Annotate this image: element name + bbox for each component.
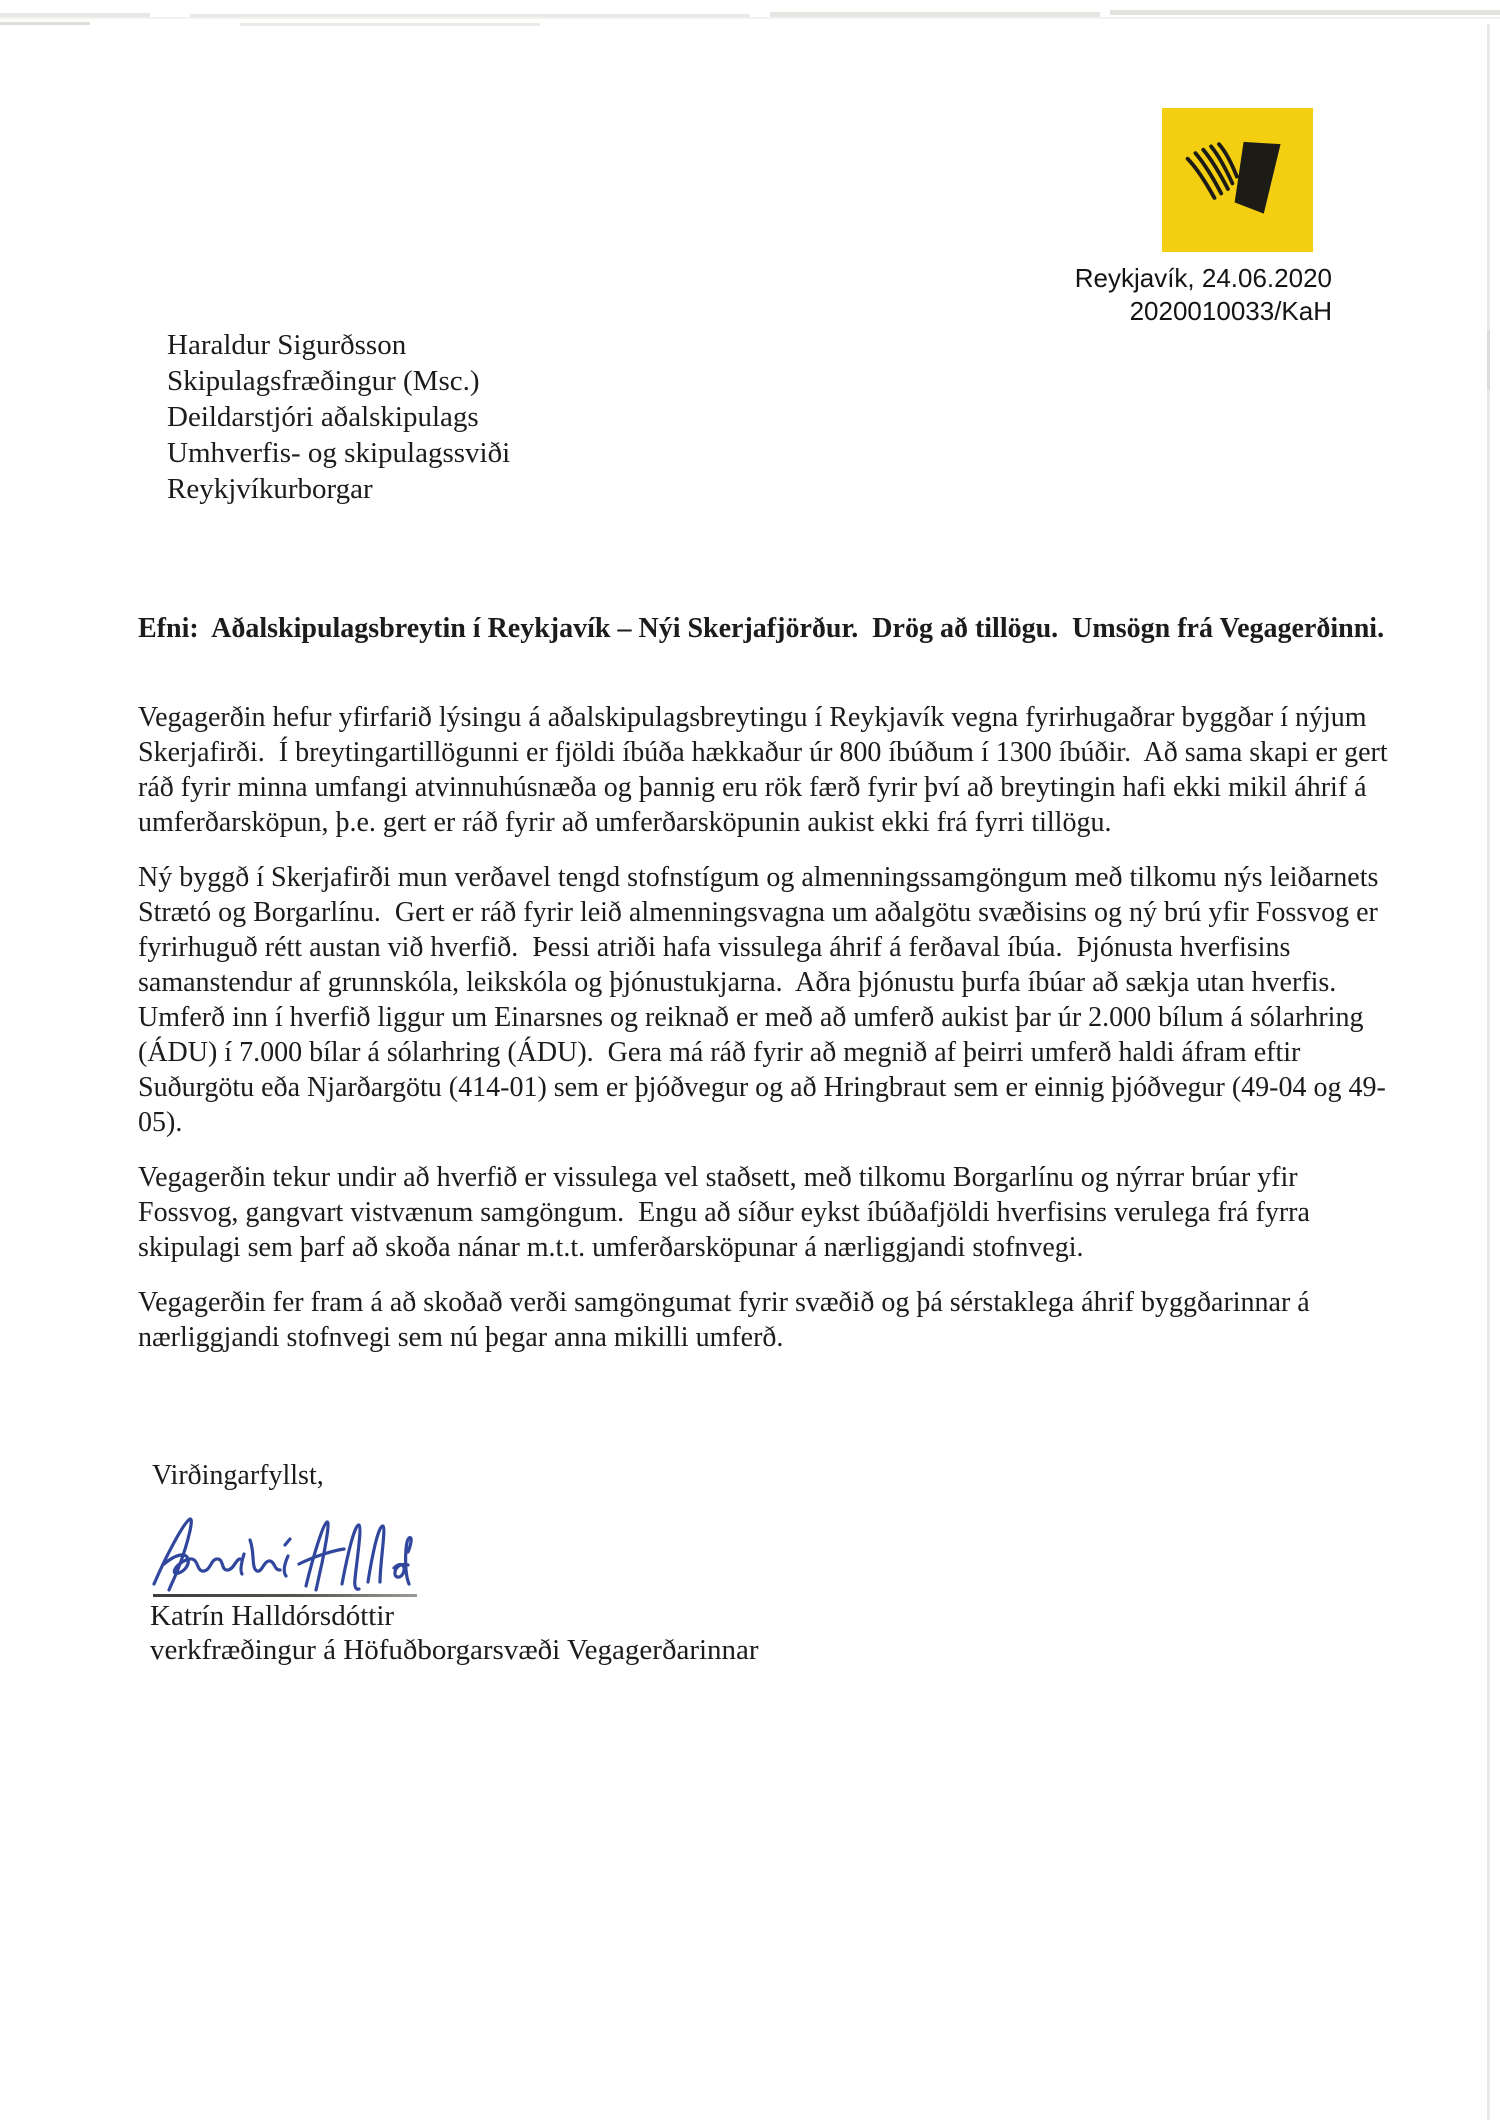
recipient-name: Haraldur Sigurðsson bbox=[167, 329, 407, 361]
recipient-role-line: Skipulagsfræðingur (Msc.) bbox=[167, 365, 480, 397]
body-paragraph: Vegagerðin tekur undir að hverfið er vissulega vel staðsett, með tilkomu Borgarlínu og nýrrar brúar yfir Fossvog, gangvart vistvænum samgöngum. Engu að síður eykst íbúðafjöldi hverfisins verulega frá fyrra skipulagi sem þarf að skoða nánar m.t.t. umferðarsköpunar á nærliggjandi stofnvegi. bbox=[138, 1162, 1317, 1263]
reference-number: 2020010033/KaH bbox=[1129, 296, 1332, 326]
signer-block bbox=[150, 1599, 759, 1667]
signer-name: Katrín Halldórsdóttir bbox=[150, 1600, 395, 1632]
scan-artifact-smear bbox=[0, 17, 1500, 19]
recipient-department: Umhverfis- og skipulagssviði bbox=[167, 437, 511, 469]
handwritten-signature bbox=[146, 1512, 420, 1600]
vegagerdin-logo bbox=[1162, 108, 1313, 252]
body-paragraph: Vegagerðin hefur yfirfarið lýsingu á aðalskipulagsbreytingu í Reykjavík vegna fyrirhugaðrar byggðar í nýjum Skerjafirði. Í breytingartillögunni er fjöldi íbúða hækkaður úr 800 íbúðum í 1300 íbúðir. Að sama skapi er gert ráð fyrir minna umfangi atvinnuhúsnæða og þannig eru rök færð fyrir því að breytingin hafi ekki mikil áhrif á umferðarsköpun, þ.e. gert er ráð fyrir að umferðarsköpunin aukist ekki frá fyrri tillögu. bbox=[138, 702, 1395, 838]
signer-title: verkfræðingur á Höfuðborgarsvæði Vegagerðarinnar bbox=[150, 1634, 759, 1666]
date-line: Reykjavík, 24.06.2020 bbox=[1074, 263, 1332, 293]
signature-underline bbox=[153, 1594, 417, 1597]
scan-artifact-right-edge bbox=[1487, 330, 1490, 390]
scan-artifact-line bbox=[1110, 10, 1500, 15]
scan-artifact-line bbox=[190, 14, 750, 18]
recipient-city: Reykjvíkurborgar bbox=[167, 473, 373, 505]
letter-body bbox=[138, 700, 1393, 1375]
date-reference-block bbox=[1075, 262, 1332, 328]
closing-salutation: Virðingarfyllst, bbox=[152, 1460, 324, 1491]
scan-artifact-line bbox=[240, 23, 540, 26]
subject-line: Efni: Aðalskipulagsbreytin í Reykjavík – Nýi Skerjafjörður. Drög að tillögu. Umsögn frá Vegagerðinni. bbox=[138, 613, 1385, 644]
body-paragraph: Ný byggð í Skerjafirði mun verðavel tengd stofnstígum og almenningssamgöngum með tilkomu nýs leiðarnets Strætó og Borgarlínu. Gert er ráð fyrir leið almenningsvagna um aðalgötu svæðisins og ný brú yfir Fossvog er fyrirhuguð rétt austan við hverfið. Þessi atriði hafa vissulega áhrif á ferðaval íbúa. Þjónusta hverfisins samanstendur af grunnskóla, leikskóla og þjónustukjarna. Aðra þjónustu þurfa íbúar að sækja utan hverfis. Umferð inn í hverfið liggur um Einarsnes og reiknað er með að umferð aukist þar úr 2.000 bílum á sólarhring (ÁDU) í 7.000 bílar á sólarhring (ÁDU). Gera má ráð fyrir að megnið af þeirri umferð haldi áfram eftir Suðurgötu eða Njarðargötu (414-01) sem er þjóðvegur og að Hringbraut sem er einnig þjóðvegur (49-04 og 49-05). bbox=[138, 862, 1386, 1138]
scan-artifact-line bbox=[770, 12, 1100, 17]
striped-v-road-icon bbox=[1182, 138, 1294, 222]
scan-artifact-line bbox=[0, 13, 150, 17]
recipient-address bbox=[167, 327, 510, 507]
recipient-role-line: Deildarstjóri aðalskipulags bbox=[167, 401, 479, 433]
body-paragraph: Vegagerðin fer fram á að skoðað verði samgöngumat fyrir svæðið og þá sérstaklega áhrif byggðarinnar á nærliggjandi stofnvegi sem nú þegar anna mikilli umferð. bbox=[138, 1287, 1317, 1353]
scan-artifact-right-edge bbox=[1487, 24, 1490, 2120]
scan-artifact-line bbox=[0, 22, 90, 25]
